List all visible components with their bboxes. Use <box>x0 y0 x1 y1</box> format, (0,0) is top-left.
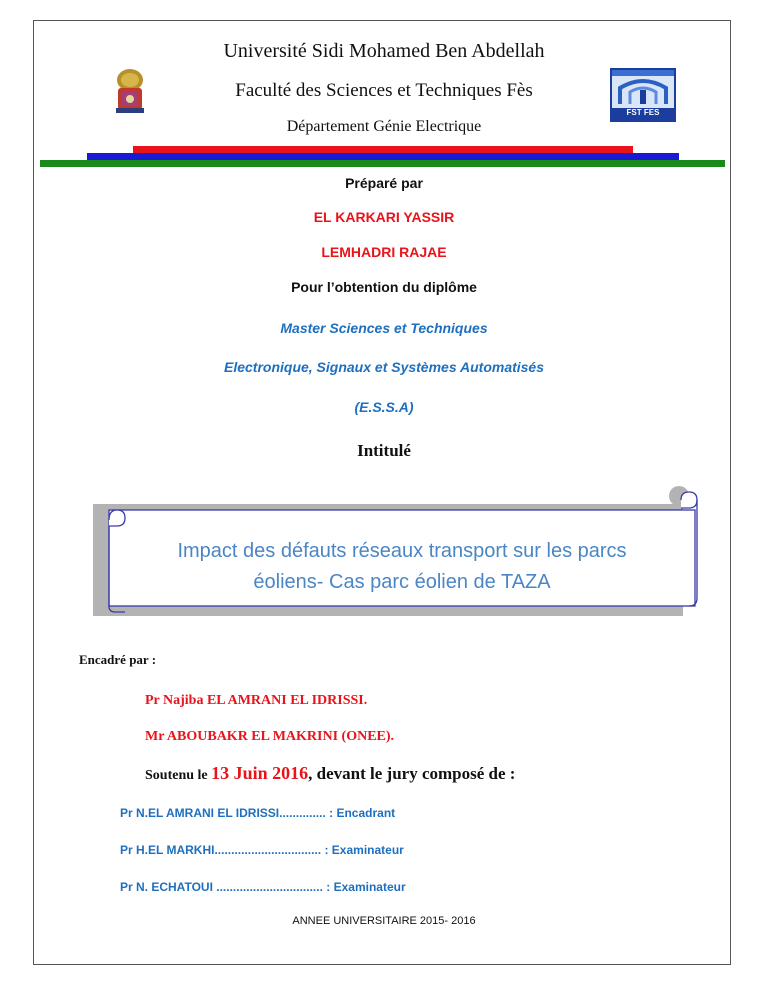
green-divider-bar <box>40 160 725 167</box>
jury-member-2: Pr H.EL MARKHI................................ : Examinateur <box>120 843 404 857</box>
program-abbrev: (E.S.S.A) <box>354 399 414 415</box>
defense-le: le <box>194 768 212 783</box>
department-name: Département Génie Electrique <box>286 118 482 135</box>
defense-date: 13 Juin 2016 <box>211 763 309 783</box>
thesis-title-line-1: Impact des défauts réseaux transport sur les parcs <box>177 540 627 562</box>
red-divider-bar <box>133 146 633 153</box>
defense-suffix: , devant le jury composé de : <box>308 764 516 783</box>
university-name: Université Sidi Mohamed Ben Abdellah <box>223 40 545 62</box>
diploma-label: Pour l’obtention du diplôme <box>291 279 477 295</box>
degree-name: Master Sciences et Techniques <box>280 320 488 336</box>
fst-fes-logo <box>610 68 676 122</box>
defense-line <box>145 763 515 784</box>
blue-divider-bar <box>87 153 679 160</box>
university-emblem-logo <box>110 66 150 116</box>
faculty-name: Faculté des Sciences et Techniques Fès <box>235 80 533 101</box>
academic-year: ANNEE UNIVERSITAIRE 2015- 2016 <box>292 915 476 927</box>
thesis-title-line-2: éoliens- Cas parc éolien de TAZA <box>253 571 551 593</box>
title-scroll-banner <box>85 480 705 625</box>
supervised-by-label: Encadré par : <box>79 652 157 667</box>
author-2: LEMHADRI RAJAE <box>321 244 447 260</box>
defense-prefix: Soutenu <box>145 768 195 783</box>
author-1: EL KARKARI YASSIR <box>313 209 455 225</box>
jury-member-3: Pr N. ECHATOUI ................................ : Examinateur <box>120 880 406 894</box>
title-label: Intitulé <box>357 441 411 460</box>
program-name: Electronique, Signaux et Systèmes Automatisés <box>223 359 545 375</box>
jury-member-1: Pr N.EL AMRANI EL IDRISSI.............. : Encadrant <box>120 806 396 820</box>
supervisor-1: Pr Najiba EL AMRANI EL IDRISSI. <box>145 693 368 708</box>
prepared-by-label: Préparé par <box>345 175 423 191</box>
supervisor-2: Mr ABOUBAKR EL MAKRINI (ONEE). <box>145 729 395 744</box>
fst-fes-logo-text: FST FES <box>626 108 660 117</box>
